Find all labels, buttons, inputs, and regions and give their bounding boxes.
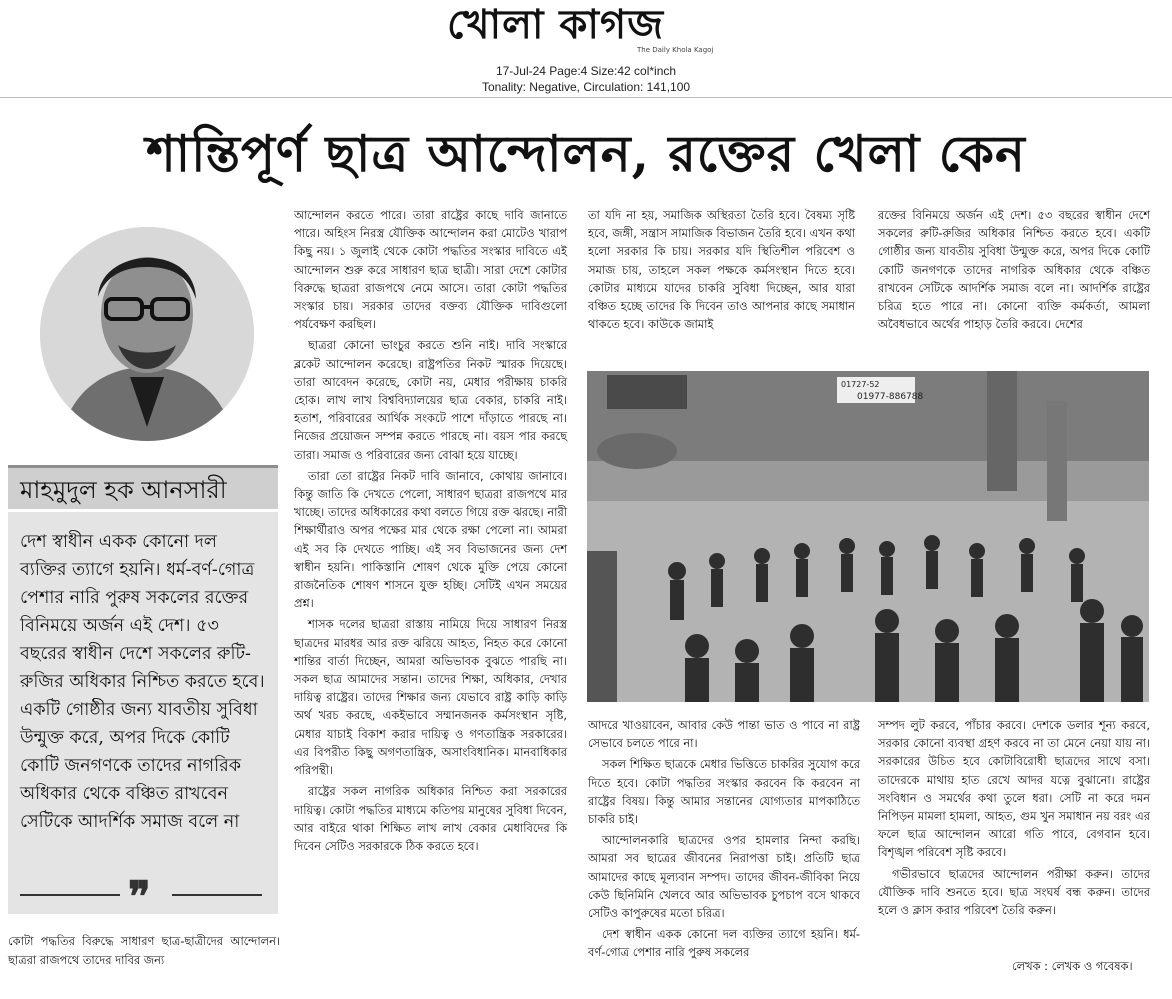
paragraph: ছাত্ররা কোনো ভাংচুর করতে শুনি নাই। দাবি সংস্কারে ব্লকেট আন্দোলন করেছে। রাষ্ট্রপতির নিকট স্মারক দিয়েছে। তারা আবেদন করেছে, কোটা নয়, মেধার পরীক্ষায় চাকরি হোক। লাখ লাখ বিশ্ববিদ্যালয়ের ছাত্র বেকার, চাকরি নাই। হতাশ, পরিবারের আর্থিক সংকটে পাশে দাঁড়াতে পারছে না। নিজের প্রয়োজন সম্পন্ন করতে পারছে না। বয়স পার করছে তারা। সমাজ ও পরিবারের জন্য বোঝা হয়ে যাচ্ছে।: [294, 338, 567, 462]
article-column-2: [294, 206, 567, 858]
author-name: মাহমুদুল হক আনসারী: [8, 465, 278, 509]
article-byline: লেখক : লেখক ও গবেষক।: [1012, 959, 1133, 973]
paragraph: তারা তো রাষ্ট্রের নিকট দাবি জানাবে, কোথায় জানাবে। কিন্তু জাতি কি দেখতে পেলো, সাধারণ ছাত্ররা রাজপথে মার খাচ্ছে। তাদের অধিকারের কথা বলতে গিয়ে রক্ত ঝরছে। নারী শিক্ষার্থীরাও অপর পক্ষের মার থেকে রক্ষা পেলো না। আমরা এই সব কি দেখতে পাচ্ছি। এই সব বিভাজনের জন্য দেশ স্বাধীন হয়নি। পাকিস্তানি শোষণ থেকে মুক্তি পেয়ে কোনো রাজনৈতিক শোষণ শাসনে যুক্ত হচ্ছি। সেটিই এখন সময়ের প্রশ্ন।: [294, 468, 567, 611]
paragraph: আদরে খাওয়াবেন, আবার কেউ পান্তা ভাত ও পাবে না রাষ্ট্র সেভাবে চলতে পারে না।: [588, 718, 860, 751]
article-column-4-bottom: [878, 716, 1150, 922]
clip-meta-line2: Tonality: Negative, Circulation: 141,100: [481, 80, 691, 94]
quote-divider-right: [172, 894, 262, 896]
paragraph: আন্দোলন করতে পারে। তারা রাষ্ট্রের কাছে দাবি জানাতে পারে। অহিংস নিরস্ত্র যৌক্তিক আন্দোলন করা মোটেও খারাপ কিছু নয়। ১ জুলাই থেকে কোটা পদ্ধতির সংস্কার দাবিতে এই আন্দোলন শুরু করে সাধারণ ছাত্র ছাত্রী। সারা দেশে কোটার বিরুদ্ধে ছাত্ররা রাজপথে নেমে আসে। তারা কোটা পদ্ধতির সংস্কার চায়। সরকার তাদের বক্তব্য যৌক্তিক দাবিগুলো পর্যবেক্ষণ করছিল।: [294, 208, 567, 332]
clip-meta-line1: 17-Jul-24 Page:4 Size:42 col*inch: [495, 64, 677, 78]
quote-mark-icon: ❞: [128, 872, 151, 921]
pull-quote-text: দেশ স্বাধীন একক কোনো দল ব্যক্তির ত্যাগে হয়নি। ধর্ম-বর্ণ-গোত্র পেশার নারি পুরুষ সকলের রক্তের বিনিময়ে অর্জন এই দেশ। ৫৩ বছরের স্বাধীন দেশে সকলের রুটি-রুজির অধিকার নিশ্চিত করতে হবে। একটি গোষ্ঠীর জন্য যাবতীয় সুবিধা উন্মুক্ত করে, অপর দিকে কোটি কোটি জনগণকে তাদের নাগরিক অধিকার থেকে বঞ্চিত রাখবেন সেটিকে আদর্শিক সমাজ বলে না: [20, 532, 265, 832]
author-portrait: [40, 227, 254, 441]
photo-caption: কোটা পদ্ধতির বিরুদ্ধে সাধারণ ছাত্র-ছাত্রীদের আন্দোলন। ছাত্ররা রাজপথে তাদের দাবির জন্য: [8, 934, 280, 967]
article-column-4-top: [878, 206, 1150, 336]
paragraph: গভীরভাবে ছাত্রদের আন্দোলন পরীক্ষা করুন। তাদের যৌক্তিক দাবি শুনতে হবে। ছাত্র সংঘর্ষ বন্ধ করুন। তাদের হলে ও ক্লাস করার পরিবেশ তৈরি করুন।: [878, 866, 1150, 918]
header-divider: [0, 97, 1172, 98]
protest-photo: [587, 371, 1149, 702]
masthead: [447, 2, 727, 54]
paragraph: আন্দোলনকারি ছাত্রদের ওপর হামলার নিন্দা করছি। আমরা সব ছাত্রের জীবনের নিরাপত্তা চাই। প্রতিটি ছাত্র আমাদের কাছে মূল্যবান সম্পদ। তাদের জীবন-জীবিকা নিয়ে কেউ ছিনিমিনি খেলবে আর অভিভাবক চুপচাপ বসে থাকবে সেটিও কাপুরুষের মতো চরিত্র।: [588, 833, 860, 921]
article-headline: শান্তিপূর্ণ ছাত্র আন্দোলন, রক্তের খেলা কেন: [146, 124, 1026, 183]
paragraph: শাসক দলের ছাত্ররা রাস্তায় নামিয়ে দিয়ে সাধারণ নিরস্ত্র ছাত্রদের মারধর আর রক্ত ঝরিয়ে আহত, নিহত করে কোনো শান্তির বার্তা দিচ্ছেন, আমরা অভিভাবক বুঝতে পারছি না। সকল ছাত্র আমাদের সন্তান। তাদের শিক্ষা, অধিকার, দেখার দায়িত্ব রাষ্ট্রের। তাদের শিক্ষার জন্য যেভাবে রাষ্ট্র কাড়ি কাড়ি অর্থ খরচ করছে, একইভাবে সম্মানজনক কর্মসংস্থান সৃষ্টি, মেধার যাচাই বিকাশ করার দায়িত্ব ও গণতান্ত্রিক সরকারের। এর বিপরীত কিছু অগণতান্ত্রিক, অসাংবিধানিক। মানবাধিকার পরিপন্থী।: [294, 617, 567, 778]
paragraph: সম্পদ লুট করবে, পাঁচার করবে। দেশকে ডলার শূন্য করবে, সরকার কোনো ব্যবস্থা গ্রহণ করবে না তা মেনে নেয়া যায় না। সরকারের উচিত হবে কোটাবিরোধী ছাত্রদের সাথে বসা। তাদেরকে মাথায় হাত রেখে আদর যত্নে বুঝানো। রাষ্ট্রের সংবিধান ও সমর্থের কথা তুলে ধরা। সেটি না করে দমন নিপিড়ন মামলা হামলা, আহত, গুম খুন সমাধান নয় বরং এর ফলে ছাত্র আন্দোলন আরো গতি পাবে, বেগবান হবে। বিশৃঙ্খল পরিবেশ সৃষ্টি করবে।: [878, 718, 1150, 860]
article-column-3-top: [588, 206, 855, 336]
photo-sign-text: 01727-52: [841, 380, 880, 389]
quote-divider-left: [20, 894, 120, 896]
masthead-tagline: The Daily Khola Kagoj: [637, 46, 714, 54]
paragraph: রাষ্ট্রের সকল নাগরিক অধিকার নিশ্চিত করা সরকারের দায়িত্ব। কোটা পদ্ধতির মাধ্যমে কতিপয় মানুষের সুবিধা দিবেন, আর বাইরে থাকা শিক্ষিত লাখ লাখ বেকার মেধাবিদের কি দিবেন সেটিও সরকারকে ঠিক করতে হবে।: [294, 784, 567, 853]
article-column-3-bottom: [588, 716, 860, 965]
newspaper-logo: খোলা কাগজ: [447, 1, 665, 48]
paragraph: সকল শিক্ষিত ছাত্রকে মেধার ভিত্তিতে চাকরির সুযোগ করে দিতে হবে। কোটা পদ্ধতির সংস্কার করবেন কি করবেন না রাষ্ট্রের বিষয়। কিন্তু আমার সন্তানের যোগ্যতার মাপকাঠিতে চাকরি চাই।: [588, 757, 860, 827]
photo-sign-text: 01977-886788: [857, 392, 924, 402]
pull-quote-box: [8, 512, 278, 914]
paragraph: রক্তের বিনিময়ে অর্জন এই দেশ। ৫৩ বছরের স্বাধীন দেশে সকলের রুটি-রুজির অধিকার নিশ্চিত করতে হবে। একটি গোষ্ঠীর জন্য যাবতীয় সুবিধা উন্মুক্ত করে, অপর দিকে কোটি কোটি জনগণকে তাদের নাগরিক অধিকার থেকে বঞ্চিত রাখবেন সেটিকে আদর্শিক সমাজ বলে না। আদর্শিক রাষ্ট্রের চরিত্র হতে পারে না। কোনো ব্যক্তি কর্মকর্তা, আমলা অবৈধভাবে অর্থের পাহাড় তৈরি করবে। দেশের: [878, 208, 1150, 332]
paragraph: তা যদি না হয়, সমাজিক অস্থিরতা তৈরি হবে। বৈষম্য সৃষ্টি হবে, জঙ্গী, সন্ত্রাস সামাজিক বিভাজন তৈরি হবে। এখন কথা হলো সরকার কি চায়। সরকার যদি স্থিতিশীল পরিবেশ ও সমাজ চায়, তাহলে সকল পক্ষকে কর্মসংস্থান দিতে হবে। কোটার মাধ্যমে যাদের চাকরি সুবিধা দিচ্ছেন, আর যারা বঞ্চিত হচ্ছে তাদের কি দিবেন তাও আপনার কাছে সমাধান থাকতে হবে। কাউকে জামাই: [588, 208, 855, 332]
paragraph: দেশ স্বাধীন একক কোনো দল ব্যক্তির ত্যাগে হয়নি। ধর্ম-বর্ণ-গোত্র পেশার নারি পুরুষ সকলের: [588, 927, 860, 960]
